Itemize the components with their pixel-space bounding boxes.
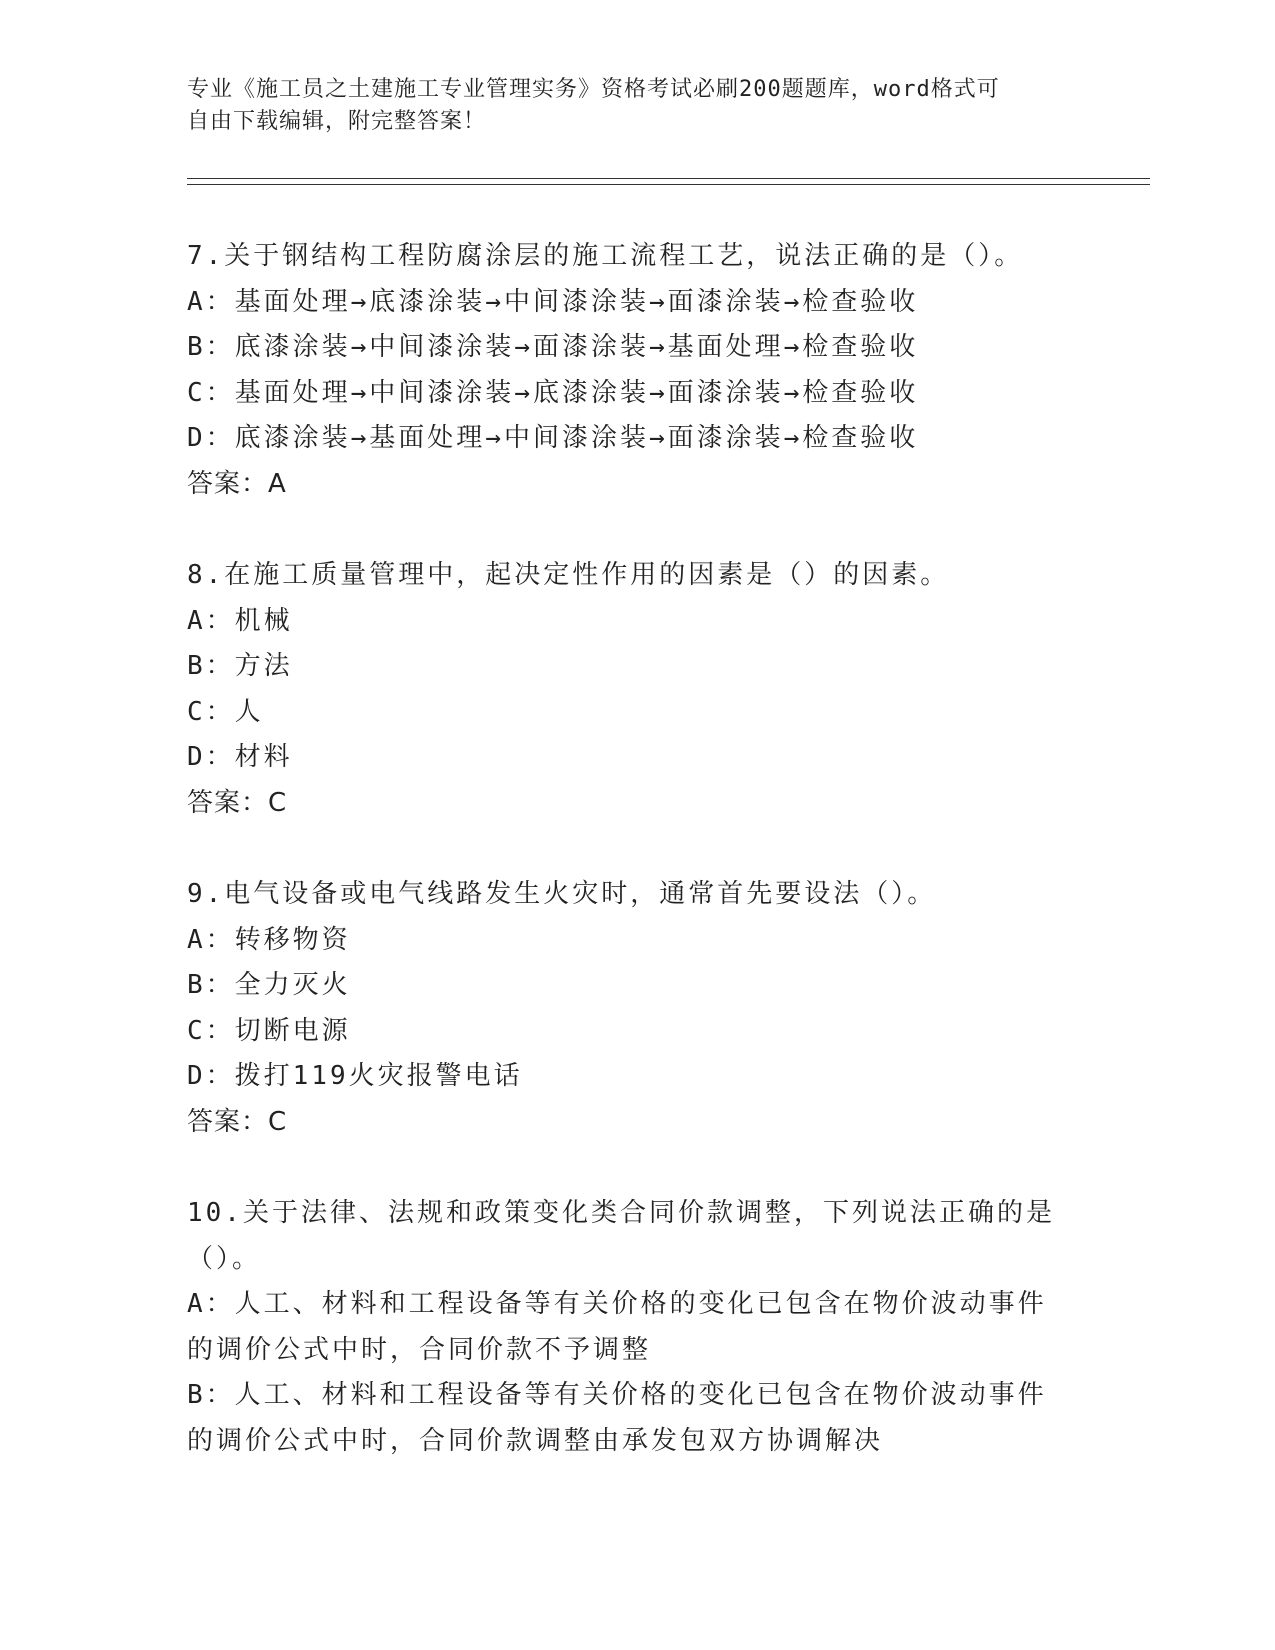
question-8 — [187, 553, 1067, 826]
option-a: A：机械 — [187, 605, 293, 636]
option-b: B：全力灭火 — [187, 970, 351, 1000]
option-d: D：材料 — [187, 742, 293, 772]
option-c: C：基面处理→中间漆涂装→底漆涂装→面漆涂装→检查验收 — [187, 377, 919, 408]
option-c: C：切断电源 — [187, 1015, 351, 1046]
option-a: A：人工、材料和工程设备等有关价格的变化已包含在物价波动事件的调价公式中时，合同价款不予调整 — [187, 1289, 1047, 1365]
question-7 — [187, 234, 1067, 507]
question-stem: 9.电气设备或电气线路发生火灾时，通常首先要设法（）。 — [187, 879, 937, 909]
answer: 答案：C — [187, 787, 288, 818]
option-c: C：人 — [187, 696, 264, 727]
answer: 答案：C — [187, 1106, 288, 1137]
option-d: D：底漆涂装→基面处理→中间漆涂装→面漆涂装→检查验收 — [187, 423, 919, 453]
option-a: A：转移物资 — [187, 924, 351, 955]
question-stem: 10.关于法律、法规和政策变化类合同价款调整，下列说法正确的是（）。 — [187, 1198, 1055, 1274]
option-a: A：基面处理→底漆涂装→中间漆涂装→面漆涂装→检查验收 — [187, 286, 919, 317]
option-b: B：方法 — [187, 651, 293, 681]
header-line-1: 专业《施工员之土建施工专业管理实务》资格考试必刷200题题库，word格式可 — [187, 77, 1000, 102]
question-stem: 8.在施工质量管理中，起决定性作用的因素是（）的因素。 — [187, 560, 950, 590]
question-10 — [187, 1191, 1067, 1464]
answer: 答案：A — [187, 468, 287, 499]
option-d: D：拨打119火灾报警电话 — [187, 1061, 523, 1091]
header-line-2: 自由下载编辑，附完整答案！ — [187, 109, 487, 134]
header-divider — [187, 178, 1150, 185]
question-stem: 7.关于钢结构工程防腐涂层的施工流程工艺，说法正确的是（）。 — [187, 241, 1024, 271]
option-b: B：人工、材料和工程设备等有关价格的变化已包含在物价波动事件的调价公式中时，合同价款调整由承发包双方协调解决 — [187, 1380, 1047, 1456]
question-list — [187, 234, 1067, 1510]
question-9 — [187, 872, 1067, 1145]
page-header — [187, 74, 1067, 138]
option-b: B：底漆涂装→中间漆涂装→面漆涂装→基面处理→检查验收 — [187, 332, 919, 362]
